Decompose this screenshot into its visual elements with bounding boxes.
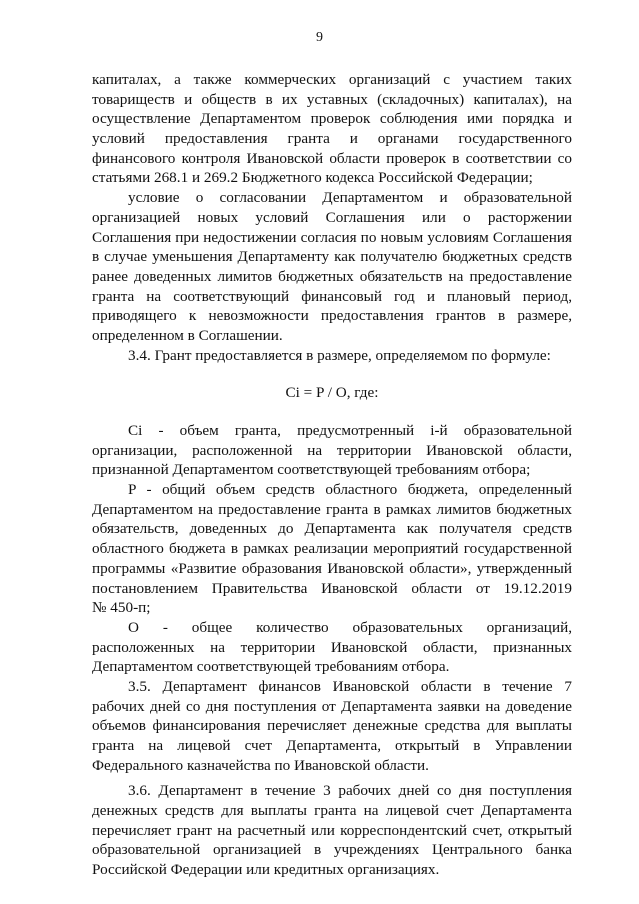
- text-line: расположенных на территории Ивановской области, признанных: [92, 638, 572, 656]
- text-line: P - общий объем средств областного бюджета, определенный: [128, 481, 572, 499]
- text-line: определенном в Соглашении.: [92, 326, 283, 344]
- paragraph-3-6: [92, 781, 572, 879]
- text-line: капиталах, а также коммерческих организаций с участием таких: [92, 71, 572, 88]
- text-line: в случае уменьшения Департаменту как получателю бюджетных средств: [92, 248, 572, 266]
- document-body: [92, 70, 572, 880]
- text-line: Ci - объем гранта, предусмотренный i-й образовательной: [128, 422, 572, 439]
- text-line: приводящего к невозможности предоставления грантов в размере,: [92, 307, 572, 325]
- text-line: организации, расположенной на территории Ивановской области,: [92, 441, 572, 459]
- spacer: [92, 365, 572, 383]
- text-line: 3.4. Грант предоставляется в размере, определяемом по формуле:: [128, 346, 551, 364]
- paragraph-capital-controls: [92, 70, 572, 188]
- text-line: Соглашения при недостижении согласия по новым условиям Соглашения: [92, 228, 572, 246]
- text-line: ранее доведенных лимитов бюджетных обязательств на предоставление: [92, 267, 572, 285]
- text-line: организацией новых условий Соглашения или о расторжении: [92, 208, 572, 226]
- text-line: программы «Развитие образования Ивановской области», утвержденный: [92, 559, 572, 577]
- formula-line: Ci = P / O, где:: [285, 384, 379, 402]
- text-line: объемов финансирования перечисляет денежные средства для выплаты: [92, 717, 572, 735]
- text-line: условий предоставления гранта и органами государственного: [92, 130, 572, 148]
- definition-o: [92, 618, 572, 677]
- page-number: 9: [316, 30, 323, 45]
- text-line: гранта на соответствующий финансовый год и плановый период,: [92, 287, 572, 305]
- text-line: 3.5. Департамент финансов Ивановской области в течение 7: [128, 677, 572, 695]
- text-line: O - общее количество образовательных организаций,: [128, 618, 572, 636]
- text-line: Департаментом соответствующей требованиям отбора.: [92, 658, 450, 676]
- text-line: рабочих дней со дня поступления от Департамента заявки на доведение: [92, 697, 572, 715]
- spacer: [92, 403, 572, 421]
- text-line: условие о согласовании Департаментом и образовательной: [128, 189, 572, 207]
- text-line: гранта на лицевой счет Департамента, открытый в Управлении: [92, 737, 572, 754]
- grant-formula: [92, 383, 572, 403]
- text-line: денежных средств для выплаты гранта на лицевой счет Департамента: [92, 802, 572, 820]
- text-line: Департаментом на предоставление гранта в рамках лимитов бюджетных: [92, 500, 572, 518]
- text-line: № 450-п;: [92, 599, 151, 617]
- text-line: обязательств, доведенных до Департамента как получателя средств: [92, 520, 572, 538]
- paragraph-3-5: [92, 677, 572, 775]
- text-line: постановлением Правительства Ивановской области от 19.12.2019: [92, 579, 572, 597]
- text-line: образовательной организацией в учреждениях Центрального банка: [92, 841, 572, 859]
- definition-ci: [92, 421, 572, 480]
- text-line: областного бюджета в рамках реализации мероприятий государственной: [92, 540, 572, 558]
- text-line: товариществ и обществ в их уставных (складочных) капиталах), на: [92, 90, 572, 108]
- text-line: Российской Федерации или кредитных организациях.: [92, 861, 440, 879]
- text-line: статьями 268.1 и 269.2 Бюджетного кодекса Российской Федерации;: [92, 169, 533, 187]
- text-line: Федерального казначейства по Ивановской области.: [92, 756, 429, 774]
- definition-p: [92, 480, 572, 618]
- text-line: финансового контроля Ивановской области проверок в соответствии со: [92, 149, 572, 167]
- text-line: перечисляет грант на расчетный или корреспондентский счет, открытый: [92, 821, 572, 839]
- paragraph-agreement-conditions: [92, 188, 572, 346]
- text-line: осуществление Департаментом проверок соблюдения ими порядка и: [92, 110, 572, 128]
- paragraph-3-4: [92, 346, 572, 366]
- text-line: 3.6. Департамент в течение 3 рабочих дней со дня поступления: [128, 782, 572, 800]
- text-line: признанной Департаментом соответствующей требованиям отбора;: [92, 461, 531, 479]
